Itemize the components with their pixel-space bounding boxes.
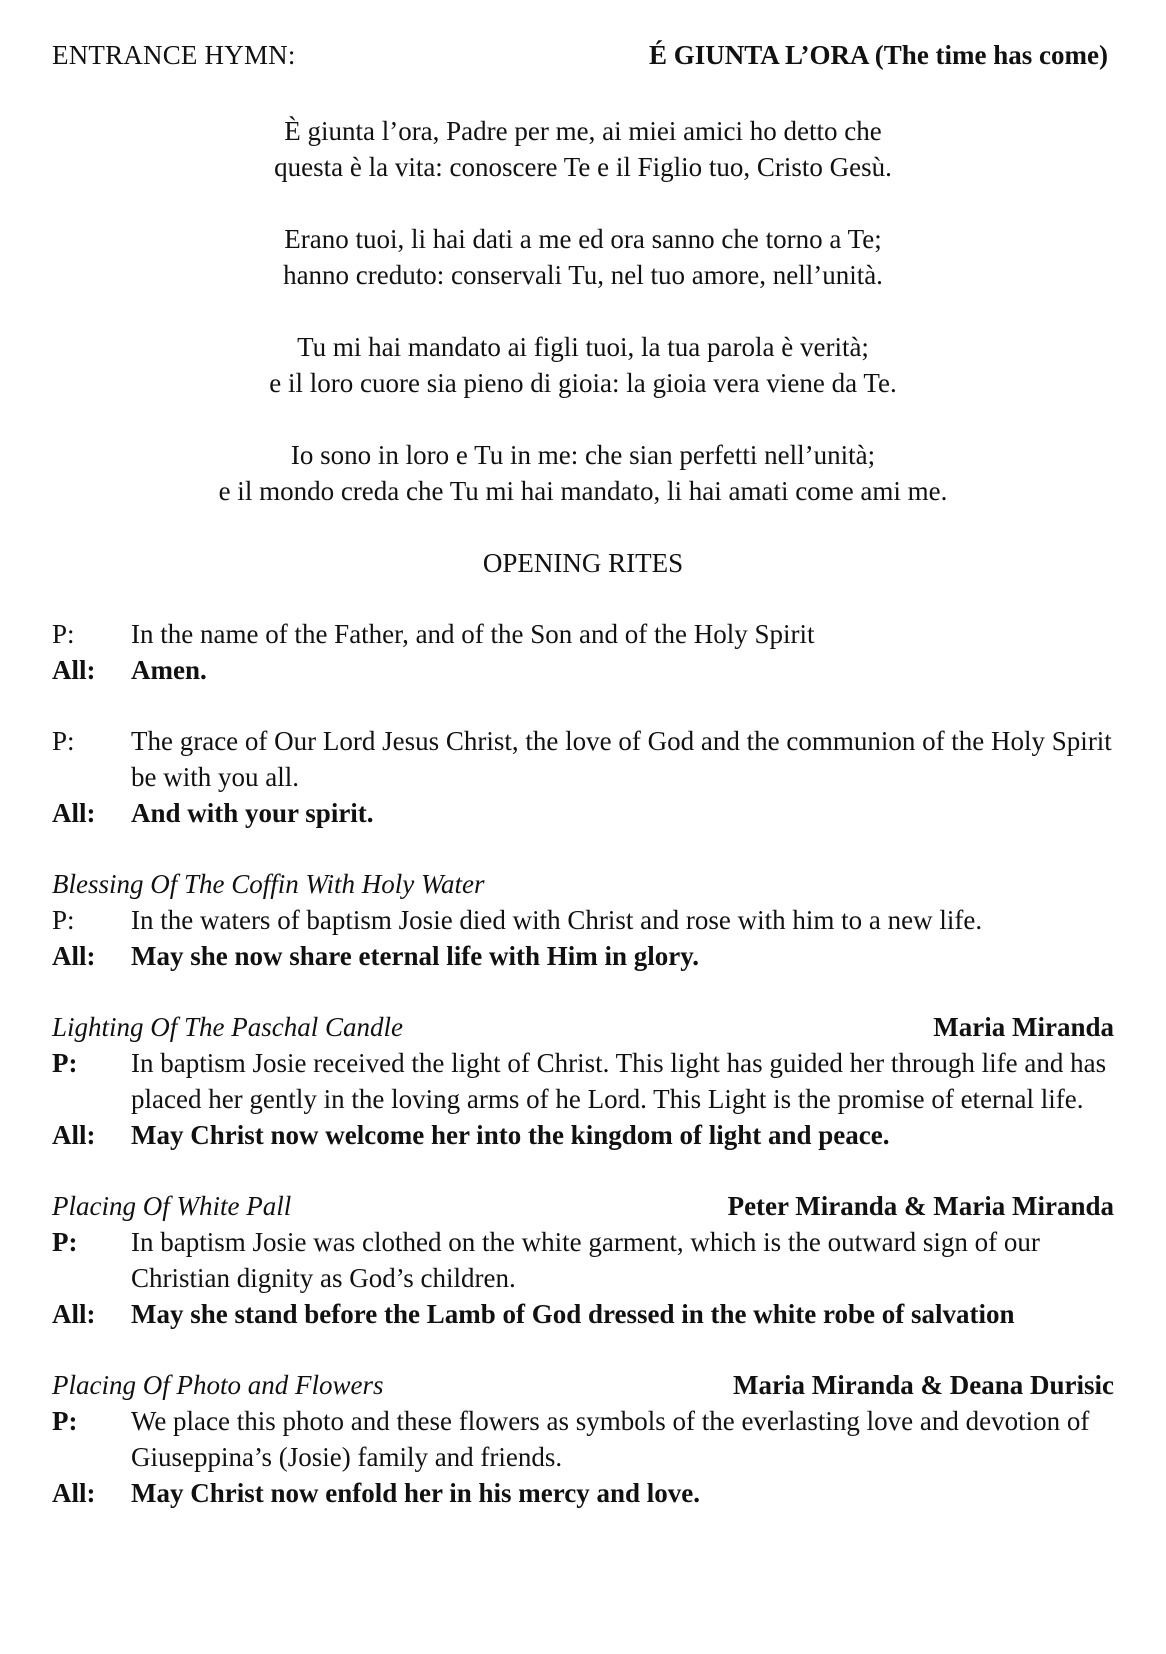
rite-exchange	[52, 1188, 1114, 1332]
speaker-label: All:	[52, 798, 96, 828]
rite-header	[52, 1009, 1114, 1045]
hymn-title: É GIUNTA L’ORA (The time has come)	[649, 40, 1108, 70]
response-text: May she now share eternal life with Him in glory.	[131, 941, 699, 971]
rite-line	[52, 616, 1114, 652]
speaker-label: All:	[52, 1120, 96, 1150]
rite-heading: Lighting Of The Paschal Candle	[52, 1012, 403, 1042]
prayer-text: We place this photo and these flowers as symbols of the everlasting love and devotion of Giuseppina’s (Josie) family and friends.	[131, 1406, 1090, 1472]
speaker-label: P:	[52, 1048, 78, 1078]
verse-line: e il loro cuore sia pieno di gioia: la gioia vera viene da Te.	[269, 368, 897, 398]
verse-line: questa è la vita: conoscere Te e il Figlio tuo, Cristo Gesù.	[274, 152, 892, 182]
hymn-verse	[0, 437, 1166, 509]
prayer-text: In baptism Josie received the light of Christ. This light has guided her through life and has placed her gently in the loving arms of he Lord. This Light is the promise of eternal life.	[131, 1048, 1107, 1114]
rite-exchange	[52, 1367, 1114, 1511]
response-text: May Christ now welcome her into the kingdom of light and peace.	[131, 1120, 890, 1150]
verse-line: e il mondo creda che Tu mi hai mandato, li hai amati come ami me.	[218, 476, 948, 506]
verse-line: hanno creduto: conservali Tu, nel tuo amore, nell’unità.	[283, 260, 883, 290]
rite-exchange	[52, 1009, 1114, 1153]
response-text: May Christ now enfold her in his mercy and love.	[131, 1478, 701, 1508]
speaker-label: All:	[52, 1478, 96, 1508]
verse-line: È giunta l’ora, Padre per me, ai miei amici ho detto che	[284, 116, 882, 146]
rite-exchange	[52, 616, 1114, 688]
hymn-verse	[0, 329, 1166, 401]
speaker-label: P:	[52, 905, 75, 935]
speaker-label: All:	[52, 655, 96, 685]
rite-exchange	[52, 723, 1114, 831]
rite-line	[52, 1475, 1114, 1511]
response-text: And with your spirit.	[131, 798, 374, 828]
rite-line	[52, 1117, 1114, 1153]
rite-heading: Placing Of Photo and Flowers	[52, 1370, 384, 1400]
rite-heading: Blessing Of The Coffin With Holy Water	[52, 869, 485, 899]
prayer-text: In the waters of baptism Josie died with Christ and rose with him to a new life.	[131, 905, 983, 935]
speaker-label: P:	[52, 1227, 78, 1257]
rite-line	[52, 1045, 1114, 1117]
rite-line	[52, 1224, 1114, 1296]
speaker-label: P:	[52, 619, 75, 649]
speaker-label: All:	[52, 1299, 96, 1329]
prayer-text: In the name of the Father, and of the Son and of the Holy Spirit	[131, 619, 815, 649]
rite-exchange	[52, 866, 1114, 974]
hymn-verse	[0, 221, 1166, 293]
speaker-label: All:	[52, 941, 96, 971]
section-title: OPENING RITES	[482, 548, 684, 578]
response-text: May she stand before the Lamb of God dressed in the white robe of salvation	[131, 1299, 1015, 1329]
rite-participants: Maria Miranda	[933, 1012, 1114, 1042]
prayer-text: The grace of Our Lord Jesus Christ, the love of God and the communion of the Holy Spirit be with you all.	[131, 726, 1112, 792]
hymn-label: ENTRANCE HYMN:	[52, 40, 296, 70]
rite-header	[52, 866, 1114, 902]
rite-line	[52, 1296, 1114, 1332]
rite-participants: Peter Miranda & Maria Miranda	[727, 1191, 1114, 1221]
hymn-verse	[0, 113, 1166, 185]
speaker-label: P:	[52, 726, 75, 756]
rite-line	[52, 795, 1114, 831]
prayer-text: In baptism Josie was clothed on the white garment, which is the outward sign of our Christian dignity as God’s children.	[131, 1227, 1040, 1293]
verse-line: Erano tuoi, li hai dati a me ed ora sanno che torno a Te;	[284, 224, 882, 254]
rite-heading: Placing Of White Pall	[52, 1191, 292, 1221]
rite-header	[52, 1367, 1114, 1403]
hymn-verses	[0, 113, 1166, 545]
rite-line	[52, 1403, 1114, 1475]
rite-header	[52, 1188, 1114, 1224]
rite-line	[52, 652, 1114, 688]
rite-line	[52, 723, 1114, 795]
opening-rites	[52, 616, 1114, 1546]
response-text: Amen.	[131, 655, 207, 685]
rite-participants: Maria Miranda & Deana Durisic	[733, 1370, 1114, 1400]
rite-line	[52, 902, 1114, 938]
rite-line	[52, 938, 1114, 974]
verse-line: Io sono in loro e Tu in me: che sian perfetti nell’unità;	[290, 440, 876, 470]
hymn-header	[52, 40, 1108, 80]
speaker-label: P:	[52, 1406, 78, 1436]
verse-line: Tu mi hai mandato ai figli tuoi, la tua parola è verità;	[297, 332, 869, 362]
